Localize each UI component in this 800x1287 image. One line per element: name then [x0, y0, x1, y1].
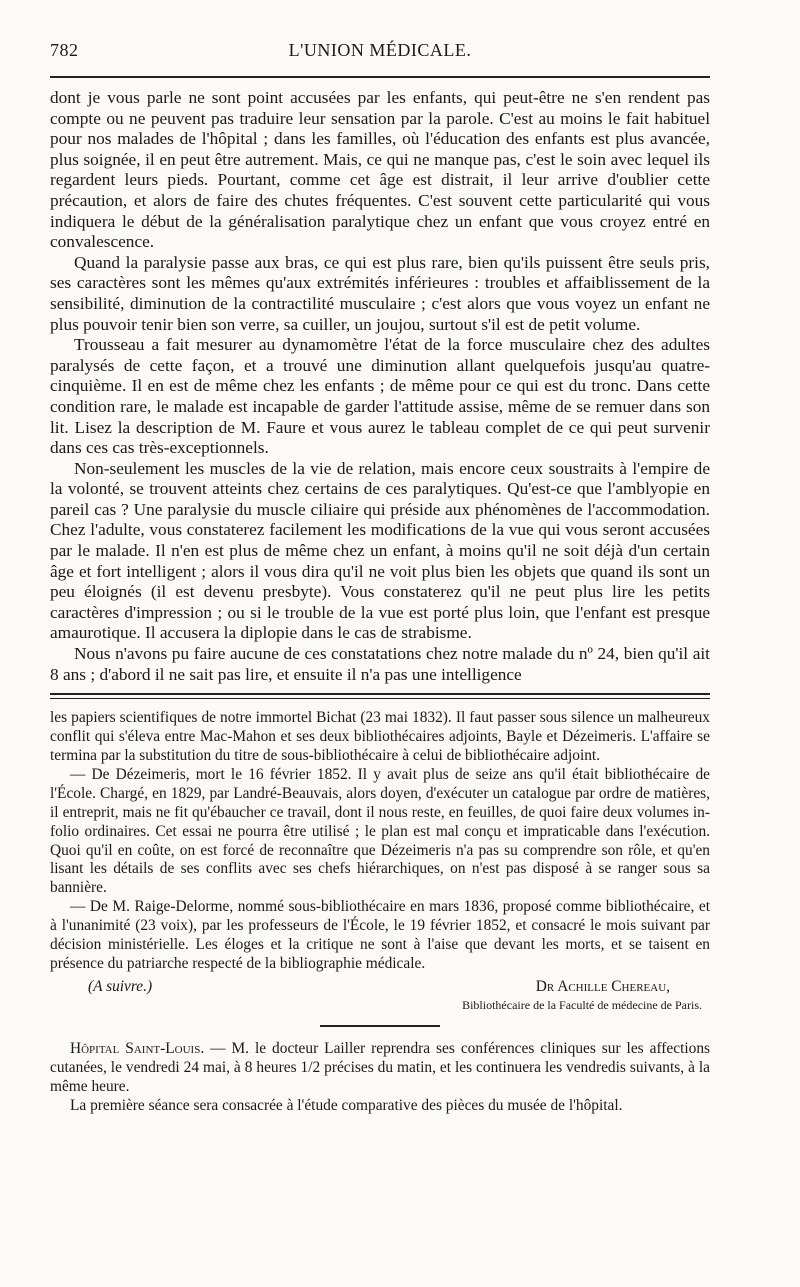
- note-paragraph: — De Dézeimeris, mort le 16 février 1852. Il y avait plus de seize ans qu'il était bibliothécaire de l'École. Chargé, en 1829, par Landré-Beauvais, alors doyen, d'exécuter un catalogue par ordre de matières, il entreprit, mais ne fit qu'ébaucher ce travail, dont il nous reste, en feuilles, de quoi faire deux volumes in-folio ordinaires. Cet essai ne pourra être utilisé ; le plan est mal conçu et impraticable dans l'exécution. Quoi qu'il en coûte, on est forcé de reconnaître que Dézeimeris n'a pas su comprendre son rôle, et qu'en lisant les détails de ses conflits avec ses chefs hiérarchiques, on n'est pas disposé à se ranger sous sa bannière.: [50, 765, 710, 897]
- header-rule: [50, 76, 710, 78]
- note-paragraph: les papiers scientifiques de notre immortel Bichat (23 mai 1832). Il faut passer sous silence un malheureux conflit qui s'éleva entre Mac-Mahon et ses deux bibliothécaires adjoints, Bayle et Dézeimeris. L'affaire se termina par la substitution du titre de sous-bibliothécaire à celui de bibliothécaire adjoint.: [50, 709, 710, 765]
- paragraph: Nous n'avons pu faire aucune de ces constatations chez notre malade du nº 24, bien qu'il ait 8 ans ; d'abord il ne sait pas lire, et ensuite il n'a pas une intelligence: [50, 644, 710, 684]
- paragraph: Quand la paralysie passe aux bras, ce qui est plus rare, bien qu'ils puissent être seuls pris, ses caractères sont les mêmes qu'aux extrémités inférieures : troubles et affaiblissement de la sensibilité, diminution de la contractilité musculaire ; c'est alors que vous voyez un enfant ne plus pouvoir tenir bien son verre, sa cuiller, un joujou, surtout s'il est de petit volume.: [50, 252, 710, 334]
- continuation-note: (A suivre.): [88, 977, 153, 995]
- author-signature: Dr Achille Chereau,: [535, 977, 670, 995]
- feuilleton-notes: [50, 709, 710, 1013]
- page-number: 782: [50, 40, 79, 60]
- news-rule: [320, 1025, 440, 1027]
- news-text: — M. le docteur Lailler reprendra ses conférences cliniques sur les affections cutanées, le vendredi 24 mai, à 8 heures 1/2 précises du matin, et les continuera les vendredis suivants, à la même heure.: [50, 1039, 711, 1095]
- signature-line: [50, 978, 710, 996]
- news-section: [50, 1039, 710, 1115]
- section-rule: [50, 693, 710, 699]
- paragraph: dont je vous parle ne sont point accusées par les enfants, qui peut-être ne s'en rendent pas compte ou ne peuvent pas traduire leur sensation par la parole. C'est au moins le fait habituel pour nos malades de l'hôpital ; dans les familles, où l'éducation des enfants est plus avancée, plus soignée, il en peut être autrement. Mais, ce qui ne manque pas, c'est le soin avec lequel ils regardent leurs pieds. Pourtant, comme cet âge est distrait, il leur arrive d'oublier cette précaution, et alors de faire des chutes fréquentes. C'est souvent cette particularité qui vous indiquera le début de la généralisation paralytique chez un enfant que vous croyez entré en convalescence.: [50, 88, 710, 252]
- paragraph: Trousseau a fait mesurer au dynamomètre l'état de la force musculaire chez des adultes paralysés de cette façon, et a trouvé une diminution allant quelquefois jusqu'au quatre-cinquième. Il en est de même chez les enfants ; de même pour ce qui est du tronc. Dans cette condition rare, le malade est incapable de garder l'attitude assise, même de se remuer dans son lit. Lisez la description de M. Faure et vous aurez le tableau complet de ce qui peut survenir dans ces cas très-exceptionnels.: [50, 335, 710, 458]
- news-lead: Hôpital Saint-Louis.: [70, 1039, 205, 1057]
- paragraph: Non-seulement les muscles de la vie de relation, mais encore ceux soustraits à l'empire de la volonté, se trouvent atteints chez certains de ces paralytiques. Qu'est-ce que l'amblyopie en pareil cas ? Une paralysie du muscle ciliaire qui préside aux phénomènes de l'accommodation. Chez l'adulte, vous constaterez facilement les modifications de la vue qui vous seront accusées par le malade. Il n'en est plus de même chez un enfant, à moins qu'il ne soit déjà d'un certain âge et fort intelligent ; alors il vous dira qu'il ne voit plus bien les objets que quand ils sont un peu éloignés (il est devenu presbyte). Vous constaterez qu'il ne peut plus lire les petits caractères d'impression ; ou si le trouble de la vue est porté plus loin, que l'enfant est presque amaurotique. Il accusera la diplopie dans le cas de strabisme.: [50, 458, 710, 643]
- news-paragraph: [50, 1039, 710, 1096]
- news-paragraph: La première séance sera consacrée à l'étude comparative des pièces du musée de l'hôpital.: [70, 1096, 623, 1114]
- running-title: L'UNION MÉDICALE.: [288, 40, 472, 60]
- author-affiliation: Bibliothécaire de la Faculté de médecine de Paris.: [462, 997, 702, 1012]
- note-paragraph: — De M. Raige-Delorme, nommé sous-bibliothécaire en mars 1836, proposé comme bibliothécaire, et à l'unanimité (23 voix), par les professeurs de l'École, le 19 février 1852, et consacré le mois suivant par décision ministérielle. Les éloges et la critique ne sont à l'aise que devant les morts, et se taisent en présence du patriarche respecté de la bibliographie médicale.: [50, 898, 710, 972]
- main-text: [50, 88, 710, 685]
- page-header: [50, 40, 710, 74]
